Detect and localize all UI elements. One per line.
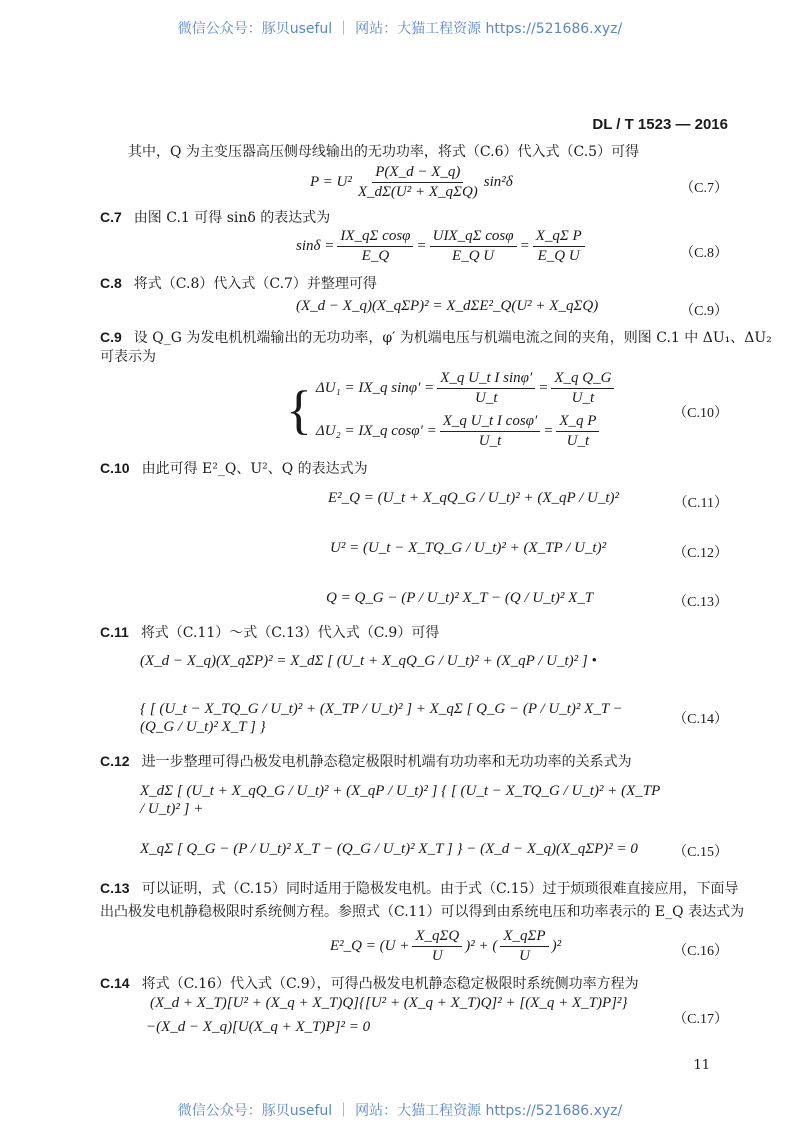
equation-c10: [286, 370, 617, 450]
numerator: P(X_d − X_q): [372, 164, 463, 183]
equation-c17-line1: (X_d + X_T)[U² + (X_q + X_T)Q]{[U² + (X_q + X_T)Q]² + [(X_q + X_T)P]²}: [150, 995, 628, 1011]
denominator: U_t: [571, 390, 595, 406]
numerator: X_qΣ P: [533, 228, 585, 247]
equation-number: （C.7）: [680, 181, 728, 196]
section-label: C.10: [100, 460, 130, 476]
section-c13: [100, 878, 739, 899]
equation-c9: (X_d − X_q)(X_qΣP)² = X_dΣE²_Q(U² + X_qΣQ): [296, 298, 599, 314]
section-label: C.8: [100, 275, 122, 291]
denominator: U_t: [478, 433, 502, 449]
section-label: C.7: [100, 209, 122, 225]
denominator: U_t: [566, 433, 590, 449]
section-text: 将式（C.16）代入式（C.9），可得凸极发电机静态稳定极限时系统侧功率方程为: [141, 976, 639, 992]
standard-header: DL / T 1523 — 2016: [592, 116, 728, 133]
equation-c15-line2: X_qΣ [ Q_G − (P / U_t)² X_T − (Q_G / U_t)² X_T ] } − (X_d − X_q)(X_qΣP)² = 0: [140, 841, 638, 857]
section-text: 将式（C.8）代入式（C.7）并整理可得: [133, 276, 377, 292]
equation-c17-line2: −(X_d − X_q)[U(X_q + X_T)P]² = 0: [146, 1019, 371, 1035]
equation-number: （C.16）: [673, 944, 728, 959]
section-c8: [100, 273, 377, 294]
numerator: X_qΣP: [500, 928, 548, 947]
equation-c15-line1: X_dΣ [ (U_t + X_qQ_G / U_t)² + (X_qP / U_t)² ] { [ (U_t − X_TQ_G / U_t)² + (X_TP / U_t)² ] +: [140, 783, 660, 817]
section-text: 将式（C.11）～式（C.13）代入式（C.9）可得: [140, 625, 440, 641]
eq-term: P = U²: [310, 174, 352, 190]
eq-term: ΔU₂ = IX_q cosφ′ =: [315, 423, 437, 439]
section-c14: [100, 973, 639, 994]
section-c10: [100, 458, 368, 479]
equation-number: （C.13）: [673, 595, 728, 610]
brace: {: [286, 380, 312, 440]
section-label: C.13: [100, 880, 130, 896]
eq-term: =: [543, 423, 554, 439]
section-label: C.11: [100, 624, 129, 640]
equation-number: （C.8）: [680, 246, 728, 261]
section-c7: [100, 207, 330, 228]
equation-number: （C.9）: [680, 304, 728, 319]
eq-term: =: [519, 238, 530, 254]
intro-paragraph: 其中，Q 为主变压器高压侧母线输出的无功功率，将式（C.6）代入式（C.5）可得: [128, 144, 640, 160]
numerator: UIX_qΣ cosφ: [430, 228, 517, 247]
equation-c11: E²_Q = (U_t + X_qQ_G / U_t)² + (X_qP / U_t)²: [328, 490, 620, 506]
section-text: 可以证明，式（C.15）同时适用于隐极发电机。由于式（C.15）过于烦琐很难直接应用，下面导: [141, 881, 739, 897]
numerator: X_qΣQ: [412, 928, 462, 947]
numerator: X_q P: [556, 413, 599, 432]
equation-c16: [330, 928, 561, 965]
equation-number: （C.10）: [673, 406, 728, 421]
numerator: X_q Q_G: [551, 370, 614, 389]
denominator: U_t: [475, 390, 498, 406]
watermark-top: 微信公众号：豚贝useful ｜ 网站：大猫工程资源 https://521686.xyz/: [177, 21, 623, 37]
watermark-bottom: 微信公众号：豚贝useful ｜ 网站：大猫工程资源 https://521686.xyz/: [177, 1103, 623, 1119]
section-text: 由此可得 E²_Q、U²、Q 的表达式为: [141, 461, 368, 477]
equation-number: （C.12）: [673, 546, 728, 561]
section-label: C.12: [100, 753, 130, 769]
numerator: X_q U_t I sinφ′: [437, 370, 535, 389]
denominator: U: [431, 948, 443, 964]
numerator: X_q U_t I cosφ′: [440, 413, 540, 432]
equation-number: （C.15）: [673, 845, 728, 860]
equation-number: （C.11）: [673, 496, 728, 511]
eq-term: =: [538, 380, 549, 396]
section-label: C.9: [100, 329, 122, 345]
section-c13-cont: 出凸极发电机静稳极限时系统侧方程。参照式（C.11）可以得到由系统电压和功率表示的 E_Q 表达式为: [100, 904, 745, 920]
equation-c13: Q = Q_G − (P / U_t)² X_T − (Q / U_t)² X_T: [326, 590, 594, 606]
section-text: 设 Q_G 为发电机机端输出的无功功率，φ′ 为机端电压与机端电流之间的夹角，则图 C.1 中 ΔU₁、ΔU₂: [133, 330, 772, 346]
eq-term: sin²δ: [483, 174, 513, 190]
eq-term: sinδ =: [296, 238, 335, 254]
equation-c14-line2: { [ (U_t − X_TQ_G / U_t)² + (X_TP / U_t)² ] + X_qΣ [ Q_G − (P / U_t)² X_T − (Q_G / U_t)² X_T ] }: [140, 701, 623, 735]
eq-term: E²_Q = (U +: [330, 938, 410, 954]
section-c9-cont: 可表示为: [100, 349, 156, 365]
eq-term: )²: [551, 938, 562, 954]
section-text: 进一步整理可得凸极发电机静态稳定极限时机端有功功率和无功功率的关系式为: [141, 754, 632, 770]
equation-number: （C.14）: [673, 712, 728, 727]
equation-c14-line1: (X_d − X_q)(X_qΣP)² = X_dΣ [ (U_t + X_qQ_G / U_t)² + (X_qP / U_t)² ] •: [140, 653, 597, 669]
numerator: IX_qΣ cosφ: [337, 228, 413, 247]
section-c9: [100, 327, 772, 348]
eq-term: )² + (: [465, 938, 498, 954]
equation-c7: [310, 164, 513, 201]
denominator: E_Q: [361, 248, 390, 264]
equation-number: （C.17）: [673, 1012, 728, 1027]
section-text: 由图 C.1 可得 sinδ 的表达式为: [133, 210, 331, 226]
equation-c8: [296, 228, 588, 265]
eq-term: =: [416, 238, 427, 254]
denominator: U: [519, 948, 530, 964]
section-c12: [100, 751, 632, 772]
denominator: X_dΣ(U² + X_qΣQ): [357, 184, 478, 200]
equation-c12: U² = (U_t − X_TQ_G / U_t)² + (X_TP / U_t)²: [330, 540, 607, 556]
eq-term: ΔU₁ = IX_q sinφ′ =: [315, 380, 435, 396]
section-label: C.14: [100, 975, 130, 991]
denominator: E_Q U: [537, 248, 580, 264]
page-number: 11: [693, 1058, 710, 1073]
section-c11: [100, 622, 439, 643]
denominator: E_Q U: [452, 248, 495, 264]
